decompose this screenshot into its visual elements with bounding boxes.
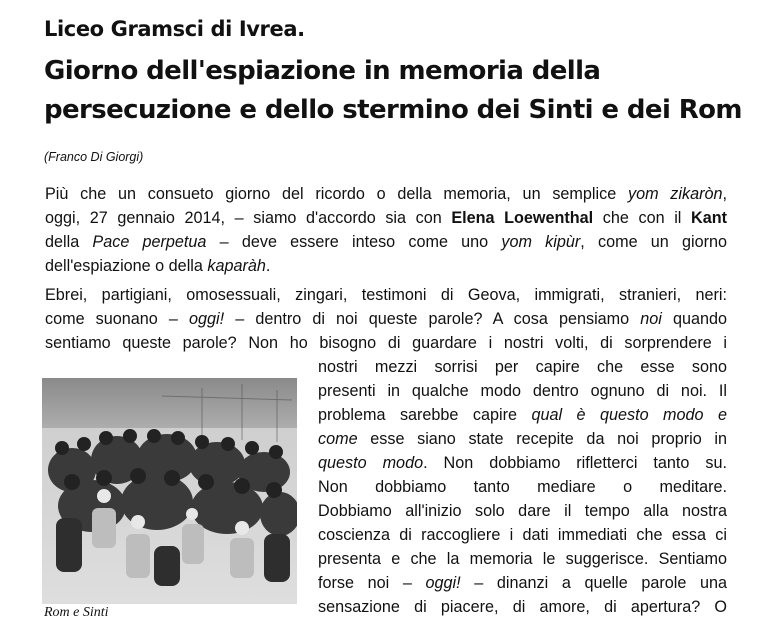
text-run: esse siano state recepite da noi proprio in (357, 430, 727, 448)
italic-term: noi (640, 310, 662, 328)
body-line (318, 572, 727, 595)
body-line: sentiamo queste parole? Non ho bisogno di guardare i nostri volti, di sorprendere i (45, 334, 727, 352)
italic-term: Pace perpetua (92, 233, 207, 251)
photo-caption: Rom e Sinti (44, 605, 109, 620)
italic-term: qual è questo modo e (531, 406, 727, 424)
text-run: – deve essere inteso come uno (206, 233, 502, 251)
body-line (318, 428, 727, 451)
body-line: Non dobbiamo tanto mediare o meditare. (318, 478, 727, 496)
italic-term: oggi! (425, 574, 461, 592)
text-run: , (722, 185, 727, 203)
school-heading: Liceo Gramsci di Ivrea. (44, 17, 305, 41)
text-run: Più che un consueto giorno del ricordo o della memoria, un semplice (45, 185, 628, 203)
text-run: – dinanzi a quelle parole una (460, 574, 728, 592)
text-run: . (265, 257, 271, 275)
text-run: dell'espiazione o della (45, 257, 208, 275)
body-line (45, 183, 727, 206)
text-run: – dentro di noi queste parole? A cosa pensiamo (224, 310, 641, 328)
text-run: , come un giorno (580, 233, 727, 251)
article-title (44, 52, 764, 130)
body-line (45, 231, 727, 254)
archival-photo (42, 378, 297, 604)
italic-term: kaparàh (207, 257, 266, 275)
body-line: presenta e che la memoria le suggerisce. Sentiamo (318, 550, 727, 568)
italic-term: come (318, 430, 358, 448)
body-line: coscienza di raccogliere i dati immediati che essa ci (318, 526, 727, 544)
photo-illustration (42, 378, 297, 604)
body-line (45, 255, 727, 278)
body-line: Dobbiamo all'inizio solo dare il tempo alla nostra (318, 502, 727, 520)
author-byline: (Franco Di Giorgi) (44, 150, 144, 164)
italic-term: yom zikaròn (627, 185, 723, 203)
body-line: sensazione di piacere, di amore, di apertura? O (318, 598, 727, 616)
text-run: oggi, 27 gennaio 2014, – siamo d'accordo sia con (45, 209, 452, 227)
title-line-2: persecuzione e dello stermino dei Sinti e dei Rom (44, 95, 742, 125)
body-line (45, 308, 727, 331)
body-line (318, 404, 727, 427)
text-run: . Non dobbiamo rifletterci tanto su. (423, 454, 727, 472)
text-run: che con il (593, 209, 692, 227)
body-line: nostri mezzi sorrisi per capire che esse sono (318, 358, 727, 376)
body-line (45, 207, 727, 230)
text-run: forse noi – (318, 574, 426, 592)
italic-term: questo modo (318, 454, 424, 472)
italic-term: oggi! (189, 310, 225, 328)
body-line: presenti in qualche modo dentro ognuno di noi. Il (318, 382, 727, 400)
text-run: quando (661, 310, 727, 328)
text-run: della (45, 233, 93, 251)
body-line: Ebrei, partigiani, omosessuali, zingari, testimoni di Geova, immigrati, stranieri, neri: (45, 286, 727, 304)
text-run: come suonano – (45, 310, 190, 328)
italic-term: yom kipùr (501, 233, 581, 251)
bold-name: Elena Loewenthal (451, 209, 594, 227)
text-run: problema sarebbe capire (318, 406, 532, 424)
body-line (318, 452, 727, 475)
bold-name: Kant (691, 209, 727, 227)
title-line-1: Giorno dell'espiazione in memoria della (44, 56, 601, 86)
